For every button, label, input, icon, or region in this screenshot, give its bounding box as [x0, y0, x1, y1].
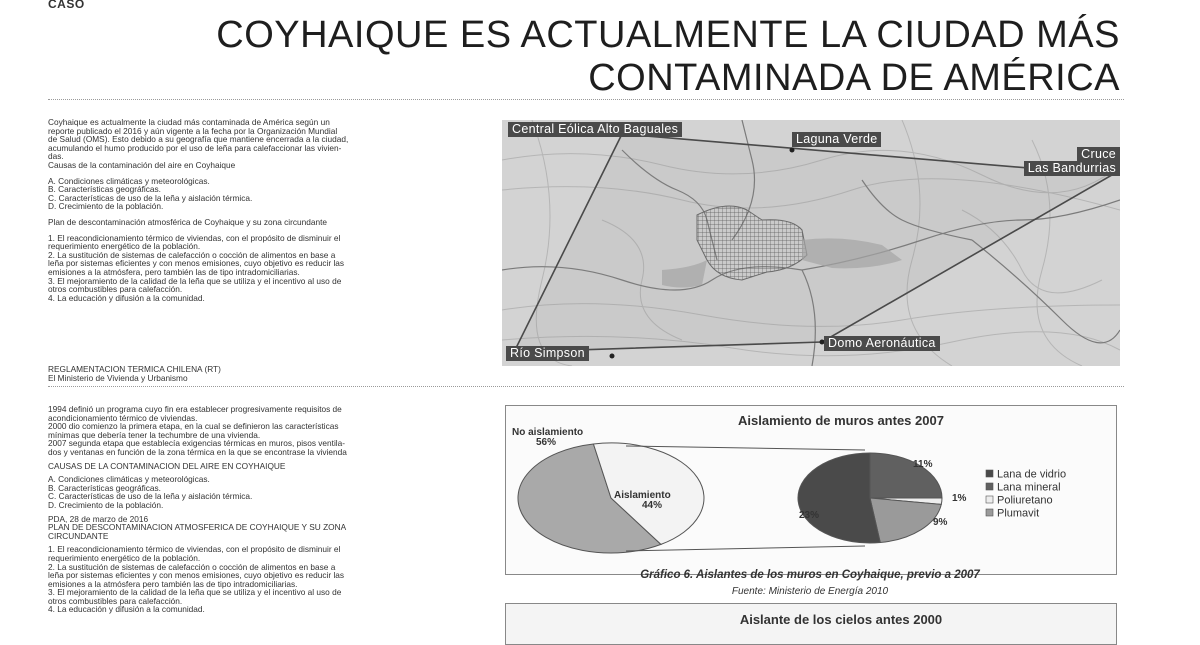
text-line: 1. El reacondicionamiento térmico de viviendas, con el propósito de disminuir el: [48, 544, 341, 555]
chart-title: Aislamiento de muros antes 2007: [738, 413, 944, 428]
legend-swatch: [986, 483, 993, 490]
value-no-aislamiento: 56%: [536, 437, 557, 448]
legend-label-plumavit: Plumavit: [997, 507, 1040, 520]
lower-causes-title: CAUSAS DE LA CONTAMINACION DEL AIRE EN COYHAIQUE: [48, 460, 286, 471]
rt-history: [48, 405, 416, 457]
text-line: 4. La educación y difusión a la comunidad.: [48, 604, 205, 615]
text-line: Coyhaique es actualmente la ciudad más contaminada de América según un: [48, 117, 330, 127]
ceiling-chart-title: Aislante de los cielos antes 2000: [739, 612, 943, 627]
map-label-central: Central Eólica Alto Baguales: [508, 122, 682, 137]
page-title-line-1: COYHAIQUE ES ACTUALMENTE LA CIUDAD MÁS: [216, 14, 1120, 56]
text-line: requerimiento energético de la población.: [48, 552, 201, 563]
text-line: C. Características de uso de la leña y aislación térmica.: [48, 491, 253, 502]
text-line: B. Características geográficas.: [48, 184, 161, 195]
text-line: acumulando el humo producido por el uso de leña para calefaccionar las vivien-: [48, 142, 342, 153]
rt-heading: [48, 365, 416, 382]
section-label: CASO: [48, 0, 85, 11]
label-aislamiento: Aislamiento: [614, 490, 671, 501]
chart-caption: Gráfico 6. Aislantes de los muros en Coyhaique, previo a 2007: [640, 569, 980, 581]
text-line: 1. El reacondicionamiento térmico de viviendas, con el propósito de disminuir el: [48, 232, 341, 243]
text-line: dos y ventanas en función de la zona térmica en la que se encontrase la vivienda: [48, 446, 347, 457]
intro-paragraph: [48, 118, 416, 161]
text-line: de Salud (OMS). Esto debido a su geografía que mantiene encerrada a la ciudad,: [48, 134, 349, 145]
rt-title: REGLAMENTACION TERMICA CHILENA (RT): [48, 364, 221, 374]
intro-column: [48, 118, 416, 302]
text-line: 4. La educación y difusión a la comunidad.: [48, 292, 205, 303]
label-no-aislamiento: No aislamiento: [512, 427, 584, 438]
connector-line-top: [626, 446, 865, 450]
map-label-cruce: Cruce: [1077, 147, 1120, 162]
lower-causes-list: [48, 475, 416, 509]
map-label-laguna: Laguna Verde: [792, 132, 881, 147]
divider-middle: [48, 386, 1124, 387]
text-line: B. Características geográficas.: [48, 482, 161, 493]
rt-subtitle: El Ministerio de Vivienda y Urbanismo: [48, 372, 188, 383]
text-line: D. Crecimiento de la población.: [48, 499, 164, 510]
lower-column: [48, 405, 416, 614]
text-line: CIRCUNDANTE: [48, 530, 109, 541]
text-line: requerimiento energético de la población.: [48, 241, 201, 252]
text-line: emisiones a la atmósfera pero también las de tipo intradomiciliarias.: [48, 578, 298, 589]
lower-plan-list: [48, 545, 416, 614]
text-line: acondicionamiento térmico de viviendas.: [48, 412, 198, 423]
legend-label-lana-mineral: Lana mineral: [997, 481, 1061, 494]
breakdown-slice-plumavit: [870, 498, 941, 543]
causes-list: [48, 177, 416, 211]
text-line: otros combustibles para calefacción.: [48, 595, 183, 606]
legend-swatch: [986, 496, 993, 503]
chart-svg: [506, 406, 1116, 574]
legend-label-poliuretano: Poliuretano: [997, 494, 1053, 507]
zone-map: [502, 120, 1120, 366]
text-line: 2. La sustitución de sistemas de calefacción o cocción de alimentos en base a: [48, 249, 336, 260]
legend-swatch: [986, 470, 993, 477]
breakdown-value-lana-de-vidrio: 23%: [799, 510, 820, 521]
text-line: mínimas que debería tener la techumbre de una vivienda.: [48, 429, 261, 440]
text-line: leña por sistemas eficientes y con menos emisiones, cuyo objetivo es reducir las: [48, 258, 345, 269]
map-graphic: [502, 120, 1120, 366]
chart-source: Fuente: Ministerio de Energía 2010: [731, 586, 889, 597]
map-label-domo: Domo Aeronáutica: [824, 336, 940, 351]
breakdown-value-poliuretano: 1%: [952, 493, 967, 504]
plan-title: Plan de descontaminación atmosférica de Coyhaique y su zona circundante: [48, 216, 328, 227]
text-line: PLAN DE DESCONTAMINACION ATMOSFERICA DE COYHAIQUE Y SU ZONA: [48, 522, 347, 533]
ceiling-chart: [505, 603, 1117, 645]
page-title-line-2: CONTAMINADA DE AMÉRICA: [588, 57, 1120, 99]
text-line: leña por sistemas eficientes y con menos emisiones, cuyo objetivo es reducir las: [48, 570, 345, 581]
text-line: A. Condiciones climáticas y meteorológicas.: [48, 175, 210, 186]
text-line: 2000 dio comienzo la primera etapa, en la cual se definieron las características: [48, 421, 339, 432]
legend-swatch: [986, 509, 993, 516]
map-label-bandurrias: Las Bandurrias: [1024, 161, 1120, 176]
text-line: C. Características de uso de la leña y aislación térmica.: [48, 192, 253, 203]
page-title: [120, 14, 1120, 100]
text-line: 2007 segunda etapa que establecía exigencias térmicas en muros, pisos ventila-: [48, 438, 346, 449]
text-line: emisiones a la atmósfera, pero también las de tipo intradomiciliarias.: [48, 266, 300, 277]
text-line: 2. La sustitución de sistemas de calefacción o cocción de alimentos en base a: [48, 561, 336, 572]
text-line: A. Condiciones climáticas y meteorológicas.: [48, 474, 210, 485]
value-aislamiento: 44%: [642, 500, 663, 511]
connector-line-bottom: [626, 546, 865, 551]
text-line: D. Crecimiento de la población.: [48, 201, 164, 212]
pda-title: [48, 523, 416, 540]
text-line: 1994 definió un programa cuyo fin era establecer progresivamente requisitos de: [48, 404, 342, 414]
causes-title: Causas de la contaminación del aire en Coyhaique: [48, 159, 236, 170]
pda-date: PDA, 28 de marzo de 2016: [48, 513, 149, 524]
text-line: das.: [48, 151, 64, 162]
map-label-simpson: Río Simpson: [506, 346, 589, 361]
text-line: 3. El mejoramiento de la calidad de la leña que se utiliza y el incentivo al uso de: [48, 587, 342, 598]
breakdown-value-plumavit: 9%: [933, 517, 948, 528]
legend-label-lana-de-vidrio: Lana de vidrio: [997, 468, 1067, 481]
plan-list: [48, 234, 416, 303]
text-line: reporte publicado el 2016 y aún vigente a la fecha por la Organización Mundial: [48, 125, 338, 136]
insulation-chart: [505, 405, 1117, 575]
breakdown-value-lana-mineral: 11%: [913, 459, 933, 470]
text-line: otros combustibles para calefacción.: [48, 284, 183, 295]
text-line: 3. El mejoramiento de la calidad de la leña que se utiliza y el incentivo al uso de: [48, 275, 342, 286]
breakdown-slice-lana-de-vidrio: [798, 453, 880, 543]
divider-top: [48, 99, 1124, 100]
